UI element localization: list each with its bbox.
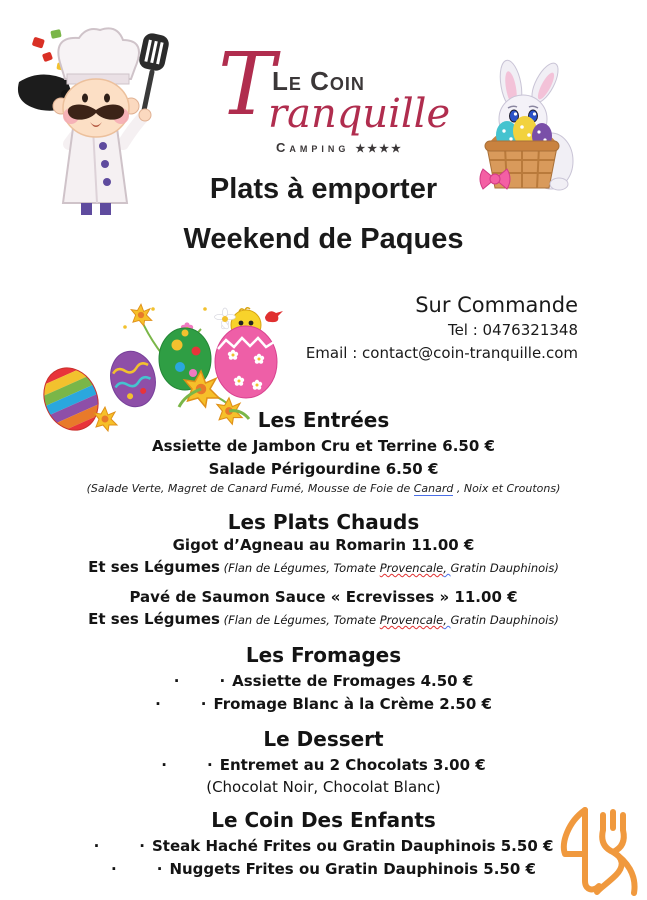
section-title: Les Plats Chauds: [227, 510, 420, 534]
menu-item: Salade Périgourdine 6.50 €: [208, 460, 439, 478]
sides-detail: [220, 561, 559, 575]
menu-item: Pavé de Saumon Sauce « Ecrevisses » 11.00 €: [129, 588, 518, 606]
menu-item: [0, 754, 647, 777]
spatula-icon: [138, 32, 171, 115]
menu-section-dessert: [0, 727, 647, 797]
logo-subtitle: [276, 140, 403, 155]
chick-in-egg: [215, 308, 284, 398]
red-bird-icon: [265, 311, 283, 322]
bullet-dot: ·: [111, 860, 117, 878]
logo-brand-top: Le Coin: [272, 66, 365, 96]
bullet-dot: ·: [200, 695, 207, 713]
sides-lead: Et ses Légumes: [88, 610, 220, 628]
menu-section-fromages: [0, 643, 647, 716]
knife-blade: [564, 810, 585, 854]
sides-lead: Et ses Légumes: [88, 558, 220, 576]
bullet-dot: ·: [173, 672, 180, 690]
menu-item: Assiette de Jambon Cru et Terrine 6.50 €: [152, 437, 495, 455]
bullet-dot: ·: [161, 756, 167, 774]
fork-handle: [597, 830, 622, 892]
menu-item: [0, 835, 647, 858]
spellcheck-word: Provencale: [379, 561, 444, 575]
grammar-mark: ,: [443, 561, 451, 575]
section-title: Le Coin Des Enfants: [211, 808, 436, 832]
menu-item: [0, 693, 647, 716]
bullet-dot: ·: [93, 837, 100, 855]
logo-subtitle-text: Camping: [276, 140, 350, 155]
note-text: (Salade Verte, Magret de Canard Fumé, Mousse de Foie de: [86, 482, 414, 495]
bullet-dot: ·: [155, 695, 161, 713]
contact-email: Email : contact@coin-tranquille.com: [305, 344, 578, 362]
section-title: Le Dessert: [263, 727, 384, 751]
menu-item: Gigot d’Agneau au Romarin 11.00 €: [172, 536, 475, 554]
cutlery-logo-icon: [551, 805, 645, 897]
logo-brand-script: ranquille: [268, 91, 451, 137]
menu-section-enfants: [0, 808, 647, 881]
bullet-dot: ·: [156, 860, 163, 878]
section-title: Les Fromages: [245, 643, 402, 667]
logo-stars: ★★★★: [355, 143, 403, 155]
menu-sides: [0, 557, 647, 578]
brand-logo: [212, 35, 451, 162]
pink-egg: [215, 326, 277, 398]
spellcheck-word: Provencale: [379, 613, 444, 627]
page-subtitle: Weekend de Paques: [183, 223, 464, 255]
item-text: Fromage Blanc à la Crème 2.50 €: [213, 695, 492, 713]
item-text: Steak Haché Frites ou Gratin Dauphinois 5.50 €: [151, 837, 554, 855]
sides-text: (Flan de Légumes, Tomate: [219, 561, 380, 575]
menu-item: [0, 858, 647, 881]
grammar-mark: ,: [443, 613, 451, 627]
menu: [0, 408, 647, 881]
item-text: Assiette de Fromages 4.50 €: [232, 672, 474, 690]
section-title: Les Entrées: [257, 408, 390, 432]
knife-handle: [585, 810, 599, 889]
item-text: Entremet au 2 Chocolats 3.00 €: [219, 756, 486, 774]
menu-note: [0, 481, 647, 497]
item-text: Nuggets Frites ou Gratin Dauphinois 5.50 €: [169, 860, 536, 878]
menu-note: (Chocolat Noir, Chocolat Blanc): [206, 778, 441, 796]
logo-initial-letter: T: [218, 35, 276, 135]
fork-head: [613, 830, 624, 852]
bullet-dot: ·: [139, 837, 145, 855]
menu-item: [0, 670, 647, 693]
sides-detail: [220, 613, 559, 627]
menu-section-entrees: [0, 408, 647, 497]
contact-block: [306, 293, 578, 364]
page-title: Plats à emporter: [209, 173, 438, 205]
bullet-dot: ·: [207, 756, 213, 774]
note-text: , Noix et Croutons): [453, 482, 561, 495]
bullet-dot: ·: [219, 672, 226, 690]
daffodil-flower: [131, 304, 152, 326]
contact-heading: Sur Commande: [415, 293, 578, 317]
grammar-underlined-word: Canard: [413, 482, 454, 495]
purple-egg: [105, 347, 161, 412]
menu-sides: [0, 609, 647, 630]
sides-text: (Flan de Légumes, Tomate: [219, 613, 380, 627]
contact-tel: Tel : 0476321348: [447, 321, 578, 339]
sides-text: Gratin Dauphinois): [450, 613, 559, 627]
menu-section-plats-chauds: [0, 510, 647, 630]
sides-text: Gratin Dauphinois): [450, 561, 559, 575]
